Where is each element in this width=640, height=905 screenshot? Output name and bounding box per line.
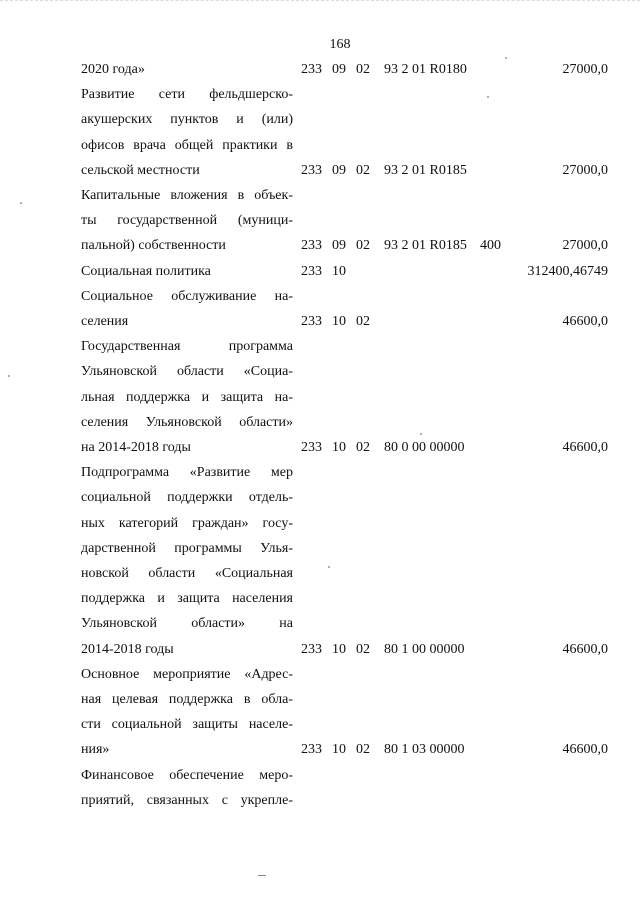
row-description: селения Ульяновской области»: [81, 414, 293, 430]
row-description: Основное мероприятие «Адрес-: [81, 666, 293, 682]
row-description: офисов врача общей практики в: [81, 137, 293, 153]
row-gr: 233: [301, 238, 322, 254]
scan-speck: [505, 57, 507, 59]
row-description: Социальная политика: [81, 263, 211, 279]
row-gr: 233: [301, 440, 322, 455]
row-description: ты государственной (муници-: [81, 213, 293, 229]
row-gr: 233: [301, 641, 322, 657]
row-rz: 09: [332, 238, 346, 254]
row-description: пальной) собственности: [81, 238, 226, 254]
scan-speck: [20, 202, 22, 204]
row-csr: 80 1 00 00000: [384, 641, 465, 657]
row-gr: 233: [301, 162, 322, 178]
row-description: сти социальной защиты населе-: [81, 717, 293, 733]
row-vr: 400: [480, 238, 501, 254]
row-description: ная целевая поддержка в обла-: [81, 692, 293, 707]
row-rz: 10: [332, 742, 346, 758]
row-description: Ульяновской области «Социа-: [81, 364, 293, 380]
row-description: дарственной программы Улья-: [81, 540, 293, 556]
row-rz: 09: [332, 162, 346, 178]
row-description: Финансовое обеспечение меро-: [81, 767, 293, 783]
row-amount: 312400,46749: [527, 263, 608, 279]
scan-speck: [328, 566, 330, 568]
row-description: новской области «Социальная: [81, 566, 293, 581]
row-description: селения: [81, 314, 129, 329]
row-pr: 02: [356, 440, 370, 455]
row-amount: 27000,0: [562, 62, 608, 77]
row-description: Социальное обслуживание на-: [81, 288, 293, 304]
row-description: поддержка и защита населения: [81, 591, 293, 607]
row-rz: 10: [332, 440, 346, 455]
row-rz: 10: [332, 263, 346, 279]
row-csr: 93 2 01 R0180: [384, 62, 467, 77]
scan-speck: [8, 375, 10, 377]
row-description: Развитие сети фельдшерско-: [81, 87, 293, 103]
row-description: сельской местности: [81, 162, 200, 178]
row-description: Ульяновской области» на: [81, 616, 293, 632]
row-rz: 09: [332, 62, 346, 77]
scan-speck: [258, 875, 266, 876]
row-description: ния»: [81, 742, 110, 758]
row-pr: 02: [356, 238, 370, 254]
row-description: акушерских пунктов и (или): [81, 112, 293, 128]
row-description: льная поддержка и защита на-: [81, 389, 293, 405]
row-amount: 46600,0: [562, 641, 608, 657]
row-description: ных категорий граждан» госу-: [81, 515, 293, 531]
row-gr: 233: [301, 314, 322, 329]
row-description: приятий, связанных с укрепле-: [81, 792, 293, 808]
row-amount: 27000,0: [562, 162, 608, 178]
scan-speck: [487, 96, 489, 98]
row-amount: 46600,0: [562, 314, 608, 329]
row-pr: 02: [356, 641, 370, 657]
row-pr: 02: [356, 62, 370, 77]
row-amount: 46600,0: [562, 440, 608, 455]
row-gr: 233: [301, 263, 322, 279]
row-rz: 10: [332, 641, 346, 657]
row-amount: 27000,0: [562, 238, 608, 254]
row-description: на 2014-2018 годы: [81, 440, 191, 455]
row-amount: 46600,0: [562, 742, 608, 758]
row-rz: 10: [332, 314, 346, 329]
row-description: Капитальные вложения в объек-: [81, 188, 293, 203]
row-gr: 233: [301, 742, 322, 758]
row-gr: 233: [301, 62, 322, 77]
row-pr: 02: [356, 742, 370, 758]
row-pr: 02: [356, 314, 370, 329]
page-number: 168: [329, 37, 351, 52]
row-description: 2014-2018 годы: [81, 641, 174, 657]
row-csr: 93 2 01 R0185: [384, 238, 467, 254]
scan-speck: [420, 433, 422, 435]
row-pr: 02: [356, 162, 370, 178]
row-csr: 80 1 03 00000: [384, 742, 465, 758]
row-description: Подпрограмма «Развитие мер: [81, 465, 293, 481]
row-csr: 80 0 00 00000: [384, 440, 465, 455]
row-description: Государственная программа: [81, 339, 293, 355]
row-description: 2020 года»: [81, 62, 145, 77]
row-csr: 93 2 01 R0185: [384, 162, 467, 178]
row-description: социальной поддержки отдель-: [81, 490, 293, 506]
scan-edge-marks: [0, 0, 640, 15]
